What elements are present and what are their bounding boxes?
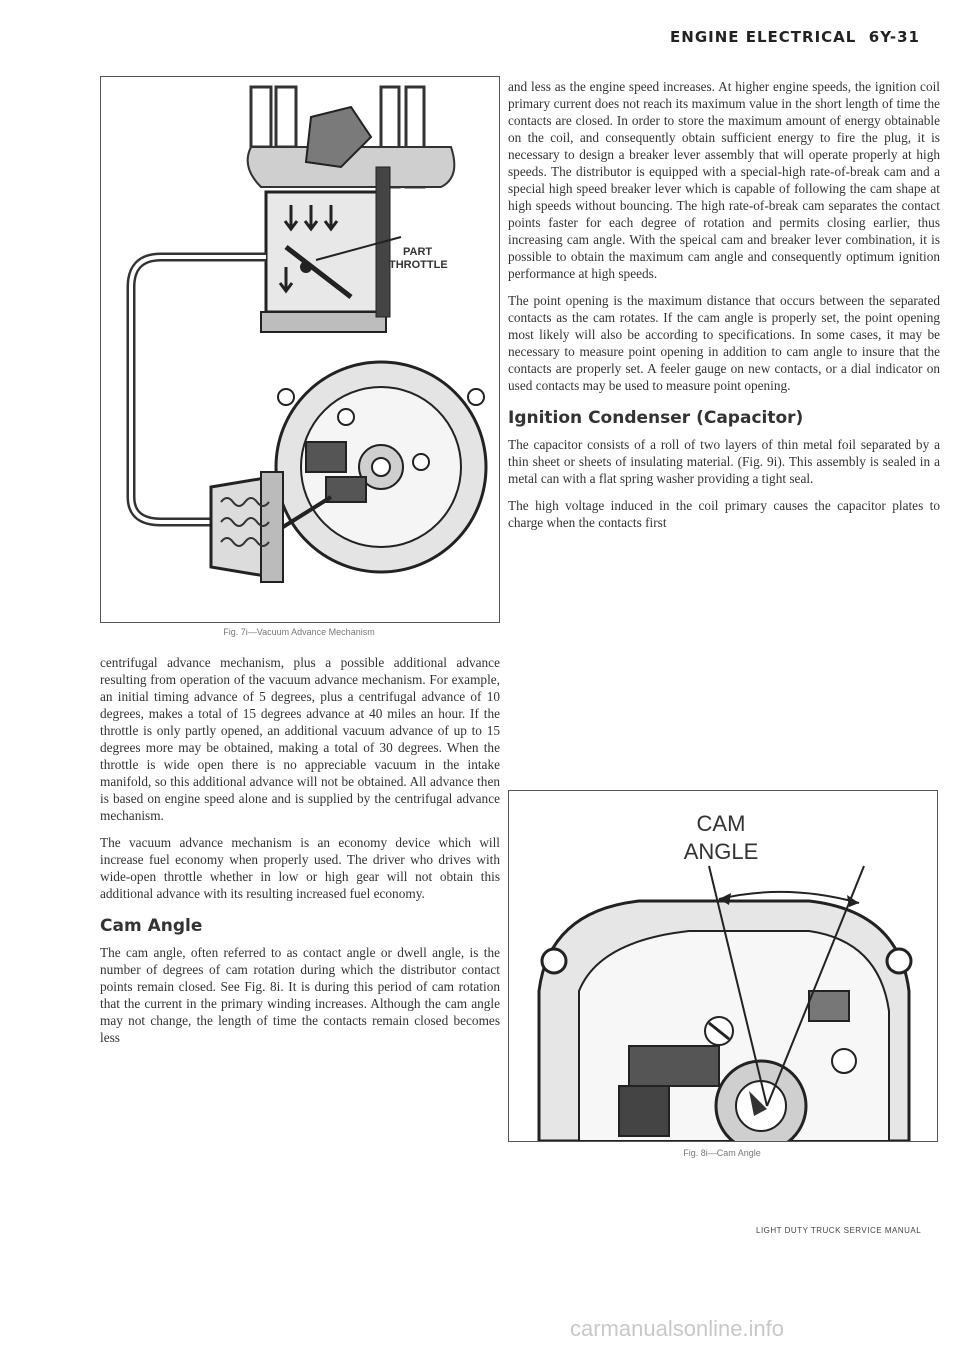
left-paragraph-3: The cam angle, often referred to as contact angle or dwell angle, is the number of degrees of cam rotation during which the distributor contact points remain closed. See Fig. 8i. It is during this period of cam rotation that the current in the primary winding increases. Although the cam angle may not change, the length of time the contacts remain closed becomes less xyxy=(100,945,500,1045)
figure-8i-caption: Fig. 8i—Cam Angle xyxy=(683,1148,761,1158)
throttle-label: THROTTLE xyxy=(389,259,448,271)
cam-angle-illustration xyxy=(509,791,937,1141)
page-header xyxy=(670,28,920,46)
angle-label: ANGLE xyxy=(683,839,759,864)
left-paragraph-1: centrifugal advance mechanism, plus a possible additional advance resulting from operation of the vacuum advance mechanism. For example, an initial timing advance of 5 degrees, plus a centrifugal advance of 10 degrees, makes a total of 15 degrees advance at 40 miles an hour. If the throttle is only partly opened, an additional vacuum advance of up to 15 degrees more may be obtained, making a total of 30 degrees. When the throttle is wide open there is no appreciable vacuum in the intake manifold, so this additional advance will not be obtained. All advance then is based on engine speed alone and is supplied by the centrifugal advance mechanism. xyxy=(100,655,500,823)
footer-manual-title: LIGHT DUTY TRUCK SERVICE MANUAL xyxy=(756,1226,922,1235)
figure-cam-angle xyxy=(508,790,938,1142)
header-title: ENGINE ELECTRICAL xyxy=(670,28,857,46)
cam-angle-heading: Cam Angle xyxy=(100,916,203,936)
left-paragraph-2: The vacuum advance mechanism is an economy device which will increase fuel economy when properly used. The driver who drives with wide-open throttle whether in low or high gear will not obtain this additional advance with its resulting increased fuel economy. xyxy=(100,835,500,901)
watermark: carmanualsonline.info xyxy=(570,1316,785,1341)
page-number: 6Y-31 xyxy=(868,28,920,46)
right-paragraph-4: The high voltage induced in the coil primary causes the capacitor plates to charge when the contacts first xyxy=(508,498,940,530)
cam-label: CAM xyxy=(696,811,746,836)
right-paragraph-2: The point opening is the maximum distance that occurs between the separated contacts as the cam rotates. If the cam angle is properly set, the point opening most likely will also be according to specifications. In some cases, it may be necessary to measure point opening in addition to cam angle to insure that the contacts are properly set. A feeler gauge on new contacts, or a dial indicator on used contacts may be used to measure point opening. xyxy=(508,293,940,393)
ignition-condenser-heading: Ignition Condenser (Capacitor) xyxy=(508,408,804,428)
right-column xyxy=(508,78,940,541)
part-label: PART xyxy=(403,246,433,258)
figure-vacuum-advance xyxy=(100,76,500,623)
left-column xyxy=(100,654,500,1056)
figure-7i-caption: Fig. 7i—Vacuum Advance Mechanism xyxy=(223,627,375,637)
right-paragraph-3: The capacitor consists of a roll of two layers of thin metal foil separated by a thin sheet or sheets of insulating material. (Fig. 9i). This assembly is sealed in a metal can with a flat spring washer providing a tight seal. xyxy=(508,437,940,486)
right-paragraph-1: and less as the engine speed increases. At higher engine speeds, the ignition coil primary current does not reach its maximum value in the short length of time the contacts are closed. In order to store the maximum amount of energy obtainable on the coil, and consequently obtain sufficient energy to fire the plug, it is necessary to design a breaker lever assembly that will operate properly at high speeds. The distributor is equipped with a special-high rate-of-break cam and a special high speed breaker lever which is capable of following the cam shape at high speeds without bouncing. The high rate-of-break cam separates the contact points faster for each degree of rotation and permits closing earlier, thus increasing cam angle. With the speical cam and breaker lever combination, it is possible to obtain the maximum cam angle and consequently optimum ignition performance at high speeds. xyxy=(508,79,940,281)
vacuum-advance-illustration xyxy=(101,77,499,622)
